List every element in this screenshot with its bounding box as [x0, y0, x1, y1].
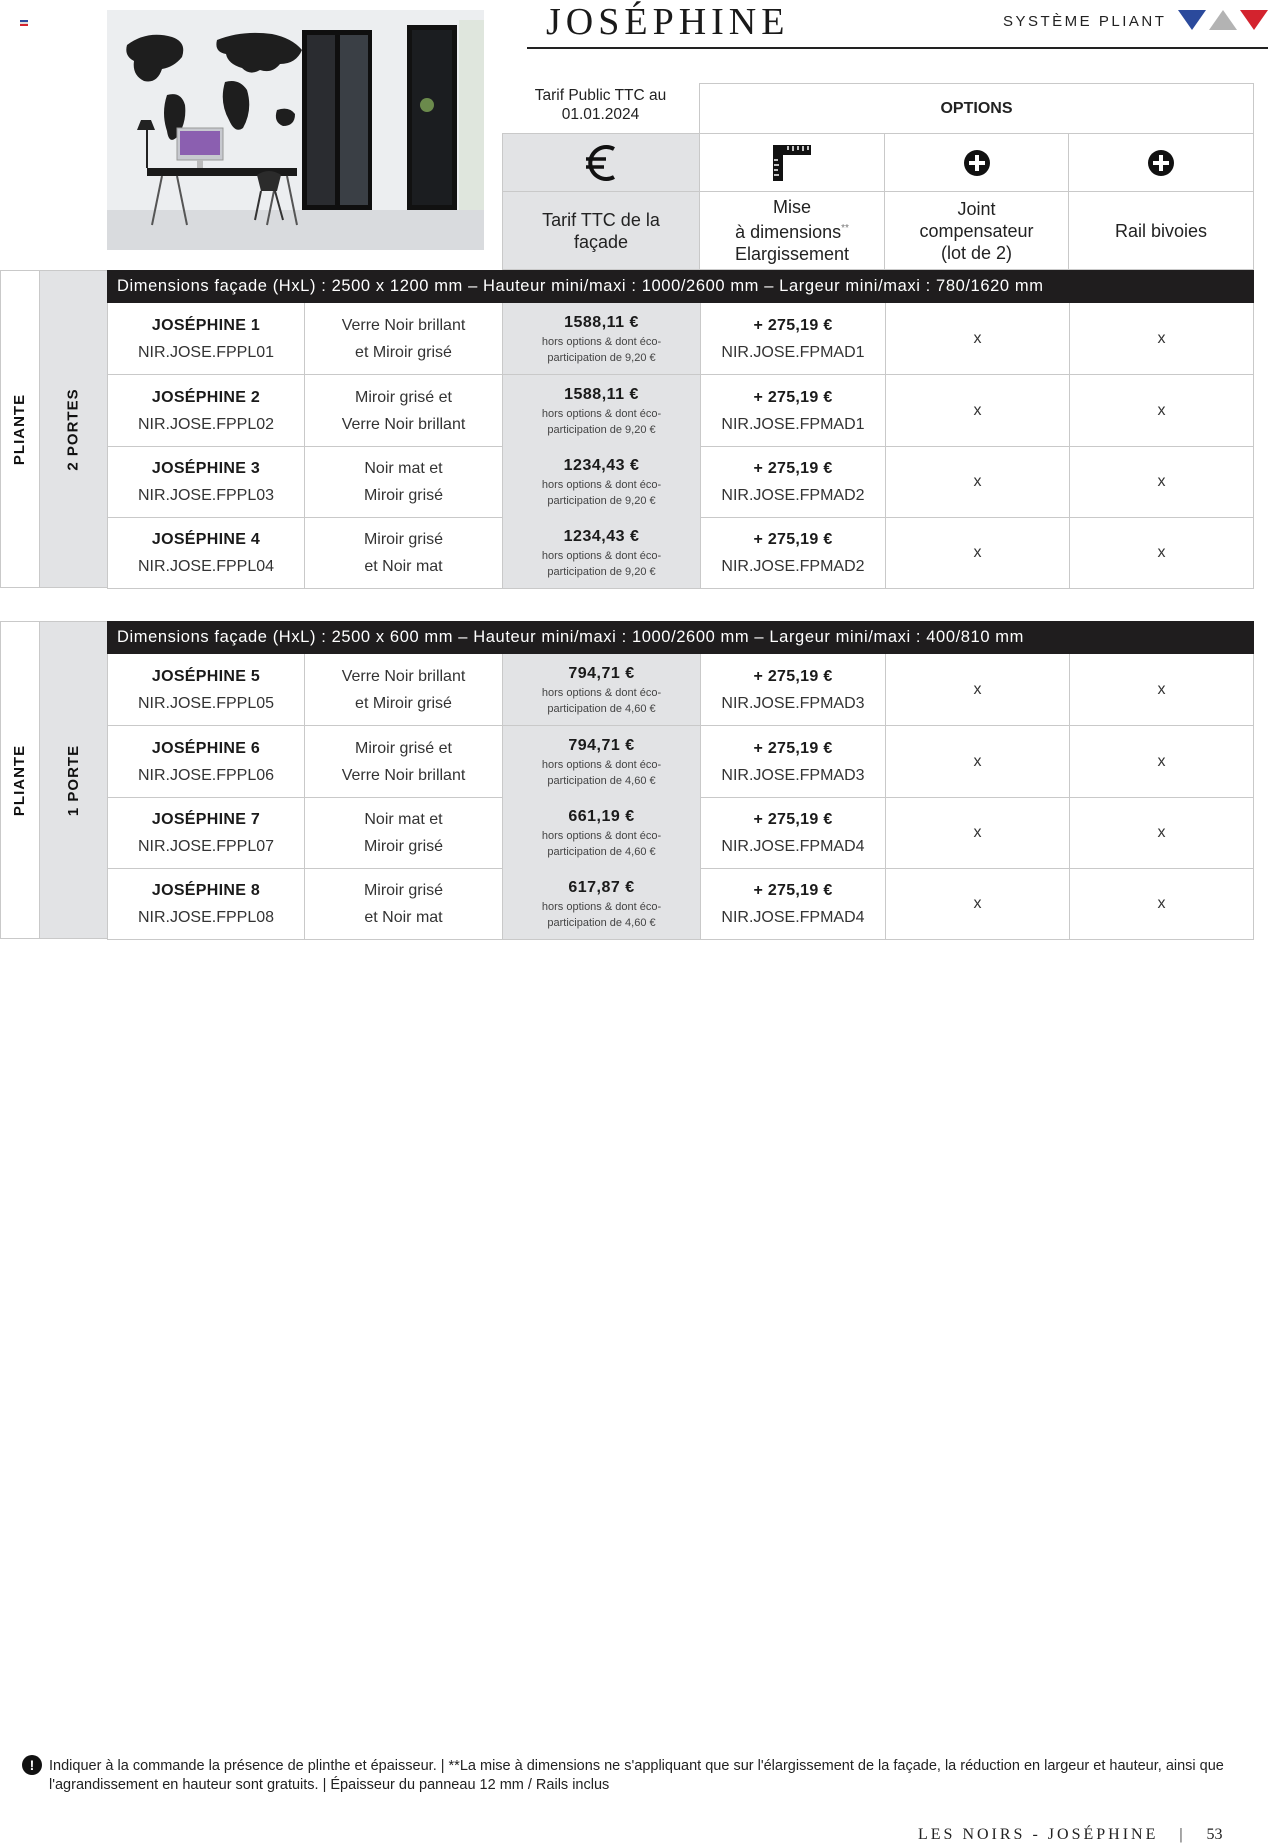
product-photo — [107, 10, 484, 250]
exclamation-icon: ! — [22, 1755, 42, 1775]
col-rail-label: Rail bivoies — [1068, 191, 1254, 270]
mise-icon-cell — [699, 133, 885, 192]
tarif-public-label: Tarif Public TTC au 01.01.2024 — [534, 87, 667, 123]
section2-dims-bar: Dimensions façade (HxL) : 2500 x 600 mm – Hauteur mini/maxi : 1000/2600 mm – Largeur mini/maxi : 400/810 mm — [107, 621, 1254, 654]
col-tarif-label: Tarif TTC de la façade — [502, 191, 700, 270]
table-row: JOSÉPHINE 2 NIR.JOSE.FPPL02 Miroir grisé et Verre Noir brillant 1588,11 € hors options & dont éco- participation de 9,20 € + 275,19 € NIR.JOSE.FPMAD1 x x — [107, 375, 1254, 447]
flag-gray-triangle-icon — [1209, 10, 1237, 30]
page-number: 53 — [1206, 1826, 1223, 1843]
joint-icon-cell — [884, 133, 1069, 192]
section1-type-band: PLIANTE — [0, 270, 40, 588]
footer-note: Indiquer à la commande la présence de plinthe et épaisseur. | **La mise à dimensions ne s'appliquant que sur l'élargissement de la façade, la réduction en largeur et hauteur, ainsi que l'agrandissement en hauteur sont gratuits. | Épaisseur du panneau 12 mm / Rails inclus — [49, 1758, 1224, 1793]
plus-circle-icon — [1147, 149, 1175, 177]
flag-blue-triangle-icon — [1178, 10, 1206, 30]
euro-icon — [584, 143, 618, 183]
table-row: JOSÉPHINE 7 NIR.JOSE.FPPL07 Noir mat et Miroir grisé 661,19 € hors options & dont éco- participation de 4,60 € + 275,19 € NIR.JOSE.FPMAD4 x x — [107, 797, 1254, 869]
flag-mini-icon — [20, 20, 28, 26]
flag-red-triangle-icon — [1240, 10, 1268, 30]
section2-doors-band: 1 PORTE — [40, 621, 107, 939]
col-mise-label: Mise à dimensions** Elargissement — [699, 191, 885, 270]
table-row: JOSÉPHINE 8 NIR.JOSE.FPPL08 Miroir grisé et Noir mat 617,87 € hors options & dont éco- participation de 4,60 € + 275,19 € NIR.JOSE.FPMAD4 x x — [107, 868, 1254, 940]
page-title: JOSÉPHINE — [546, 1, 790, 43]
rail-icon-cell — [1068, 133, 1254, 192]
title-rule — [527, 47, 1268, 49]
section1-doors-band: 2 PORTES — [40, 270, 107, 588]
section1-dims-bar: Dimensions façade (HxL) : 2500 x 1200 mm – Hauteur mini/maxi : 1000/2600 mm – Largeur mini/maxi : 780/1620 mm — [107, 270, 1254, 303]
table-row: JOSÉPHINE 3 NIR.JOSE.FPPL03 Noir mat et Miroir grisé 1234,43 € hors options & dont éco- participation de 9,20 € + 275,19 € NIR.JOSE.FPMAD2 x x — [107, 446, 1254, 518]
plus-circle-icon — [963, 149, 991, 177]
page-footer: LES NOIRS - JOSÉPHINE | 53 — [918, 1826, 1223, 1843]
table-row: JOSÉPHINE 4 NIR.JOSE.FPPL04 Miroir grisé et Noir mat 1234,43 € hors options & dont éco- participation de 9,20 € + 275,19 € NIR.JOSE.FPMAD2 x x — [107, 517, 1254, 589]
section2-type-band: PLIANTE — [0, 621, 40, 939]
table-row: JOSÉPHINE 6 NIR.JOSE.FPPL06 Miroir grisé et Verre Noir brillant 794,71 € hors options & dont éco- participation de 4,60 € + 275,19 € NIR.JOSE.FPMAD3 x x — [107, 726, 1254, 798]
options-header: OPTIONS — [699, 83, 1254, 134]
table-row: JOSÉPHINE 5 NIR.JOSE.FPPL05 Verre Noir brillant et Miroir grisé 794,71 € hors options & dont éco- participation de 4,60 € + 275,19 € NIR.JOSE.FPMAD3 x x — [107, 654, 1254, 726]
system-label: SYSTÈME PLIANT — [1003, 13, 1167, 30]
ruler-icon — [771, 143, 813, 183]
table-row: JOSÉPHINE 1 NIR.JOSE.FPPL01 Verre Noir brillant et Miroir grisé 1588,11 € hors options & dont éco- participation de 9,20 € + 275,19 € NIR.JOSE.FPMAD1 x x — [107, 303, 1254, 375]
col-joint-label: Joint compensateur (lot de 2) — [884, 191, 1069, 270]
tarif-icon-cell — [502, 133, 700, 192]
